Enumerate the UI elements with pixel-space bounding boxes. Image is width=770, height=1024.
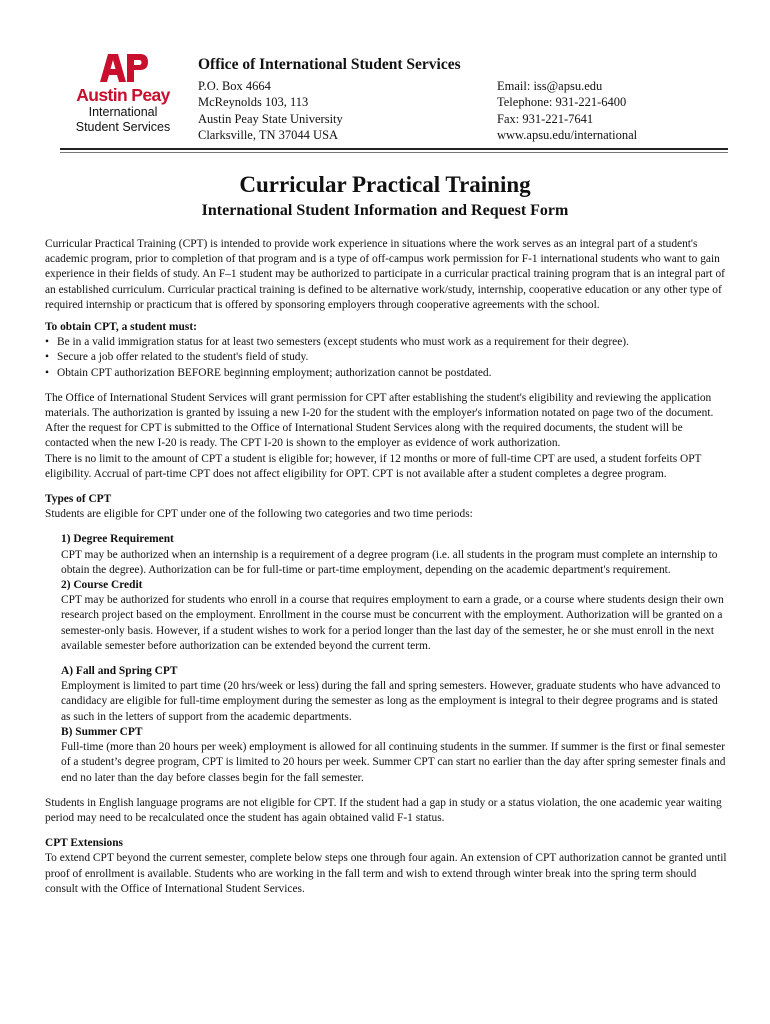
address-line: Clarksville, TN 37044 USA [198, 127, 339, 142]
cpt-categories [45, 532, 727, 785]
document-body [45, 237, 727, 897]
fax-line: Fax: 931-221-7641 [497, 111, 594, 126]
fall-spring-heading: A) Fall and Spring CPT [61, 665, 178, 678]
ap-logo-mark [88, 52, 158, 84]
summer-heading: B) Summer CPT [61, 725, 143, 738]
website-line: www.apsu.edu/international [497, 127, 638, 142]
course-credit-heading: 2) Course Credit [61, 579, 143, 592]
degree-requirement-text: CPT may be authorized when an internship is a requirement of a degree program (i.e. all students in the program must complete an internship to obtain the degree). Authorization can be for full-time or part-time employment, depending on the academic department's requirement. [61, 548, 718, 576]
list-item: • Secure a job offer related to the student's field of study. [45, 350, 727, 365]
contact-info [497, 78, 637, 143]
letterhead [60, 48, 728, 148]
course-credit-text: CPT may be authorized for students who enroll in a course that requires employment to earn a grade, or a course where students design their own research project based on the employment. Enrollment in the course must be concurrent with the employment. Authorization will be granted on a semester-only basis. However, if a student wishes to work for a period longer than the last day of the semester, he or she must enroll in the next available semester before authorization can be extended beyond the current term. [61, 594, 724, 652]
extensions-heading: CPT Extensions [45, 837, 123, 850]
list-item: • Obtain CPT authorization BEFORE beginning employment; authorization cannot be postdated. [45, 366, 727, 381]
address-line: P.O. Box 4664 [198, 79, 271, 93]
degree-requirement-heading: 1) Degree Requirement [61, 533, 174, 546]
header-divider-thin [60, 152, 728, 153]
types-heading: Types of CPT [45, 493, 112, 506]
summer-text: Full-time (more than 20 hours per week) employment is allowed for all continuing students in the summer. If summer is the first or final semester of a student’s degree program, CPT is limited to 20 hours per week. Summer CPT can start no earlier than the day after spring semester finals and end no later than the day before classes begin for the fall semester. [61, 741, 726, 784]
logo-subtitle-line-2: Student Services [75, 120, 171, 134]
obtain-heading: To obtain CPT, a student must: [45, 321, 197, 334]
mailing-address [198, 78, 343, 143]
document-title: Curricular Practical Training [239, 172, 531, 197]
apsu-logo [64, 52, 182, 144]
address-line: Austin Peay State University [198, 111, 343, 126]
english-programs-paragraph: Students in English language programs are not eligible for CPT. If the student had a gap in study or a status violation, the one academic year waiting period may need to be recalculated once the student has again obtained valid F-1 status. [45, 796, 722, 824]
telephone-line: Telephone: 931-221-6400 [497, 95, 627, 110]
list-item: • Be in a valid immigration status for at least two semesters (except students who must work as a requirement for their degree). [45, 335, 727, 350]
header-divider [60, 148, 728, 150]
limit-paragraph: There is no limit to the amount of CPT a student is eligible for; however, if 12 months or more of full-time CPT are used, a student forfeits OPT eligibility. Accrual of part-time CPT does not affect eligibility for OPT. CPT is not available after a student completes a degree program. [45, 452, 702, 480]
requirements-list [45, 335, 727, 381]
types-intro: Students are eligible for CPT under one of the following two categories and two time periods: [45, 508, 473, 521]
fall-spring-text: Employment is limited to part time (20 hrs/week or less) during the fall and spring semesters. However, graduate students who have advanced to candidacy are eligible for full-time employment during the semester as long as the employment is integral to their degree programs and is stated as such in the letters of support from the academic departments. [61, 680, 721, 723]
permission-paragraph: The Office of International Student Services will grant permission for CPT after establishing the student's eligibility and reviewing the application materials. The authorization is granted by issuing a new I-20 for the student with the employer's information notated on page two of the document. After the request for CPT is submitted to the Office of International Student Services along with the required documents, the student will be contacted when the new I-20 is ready. The CPT I-20 is shown to the employer as evidence of work authorization. [45, 391, 714, 450]
office-title: Office of International Student Services [198, 56, 461, 73]
email-line: Email: iss@apsu.edu [497, 79, 603, 93]
logo-subtitle-line-1: International [88, 105, 158, 119]
document-subtitle: International Student Information and Request Form [201, 202, 569, 219]
address-line: McReynolds 103, 113 [198, 95, 309, 110]
extensions-text: To extend CPT beyond the current semester, complete below steps one through four again. An extension of CPT authorization cannot be granted until proof of enrollment is available. Students who are working in the fall term and wish to extend through winter break into the spring term should consult with the Office of International Student Services. [45, 852, 727, 895]
logo-name: Austin Peay [76, 85, 170, 105]
intro-paragraph: Curricular Practical Training (CPT) is intended to provide work experience in situations where the work serves as an integral part of a student's academic program, prior to completion of that program and is a type of off-campus work permission for F-1 international students who want to gain experience in their fields of study. An F–1 student may be authorized to participate in a curricular practical training program that is an integral part of an established curriculum. Curricular practical training is defined to be alternative work/study, internship, cooperative education or any other type of required internship or practicum that is offered by sponsoring employers through cooperative agreements with the school. [45, 238, 725, 311]
